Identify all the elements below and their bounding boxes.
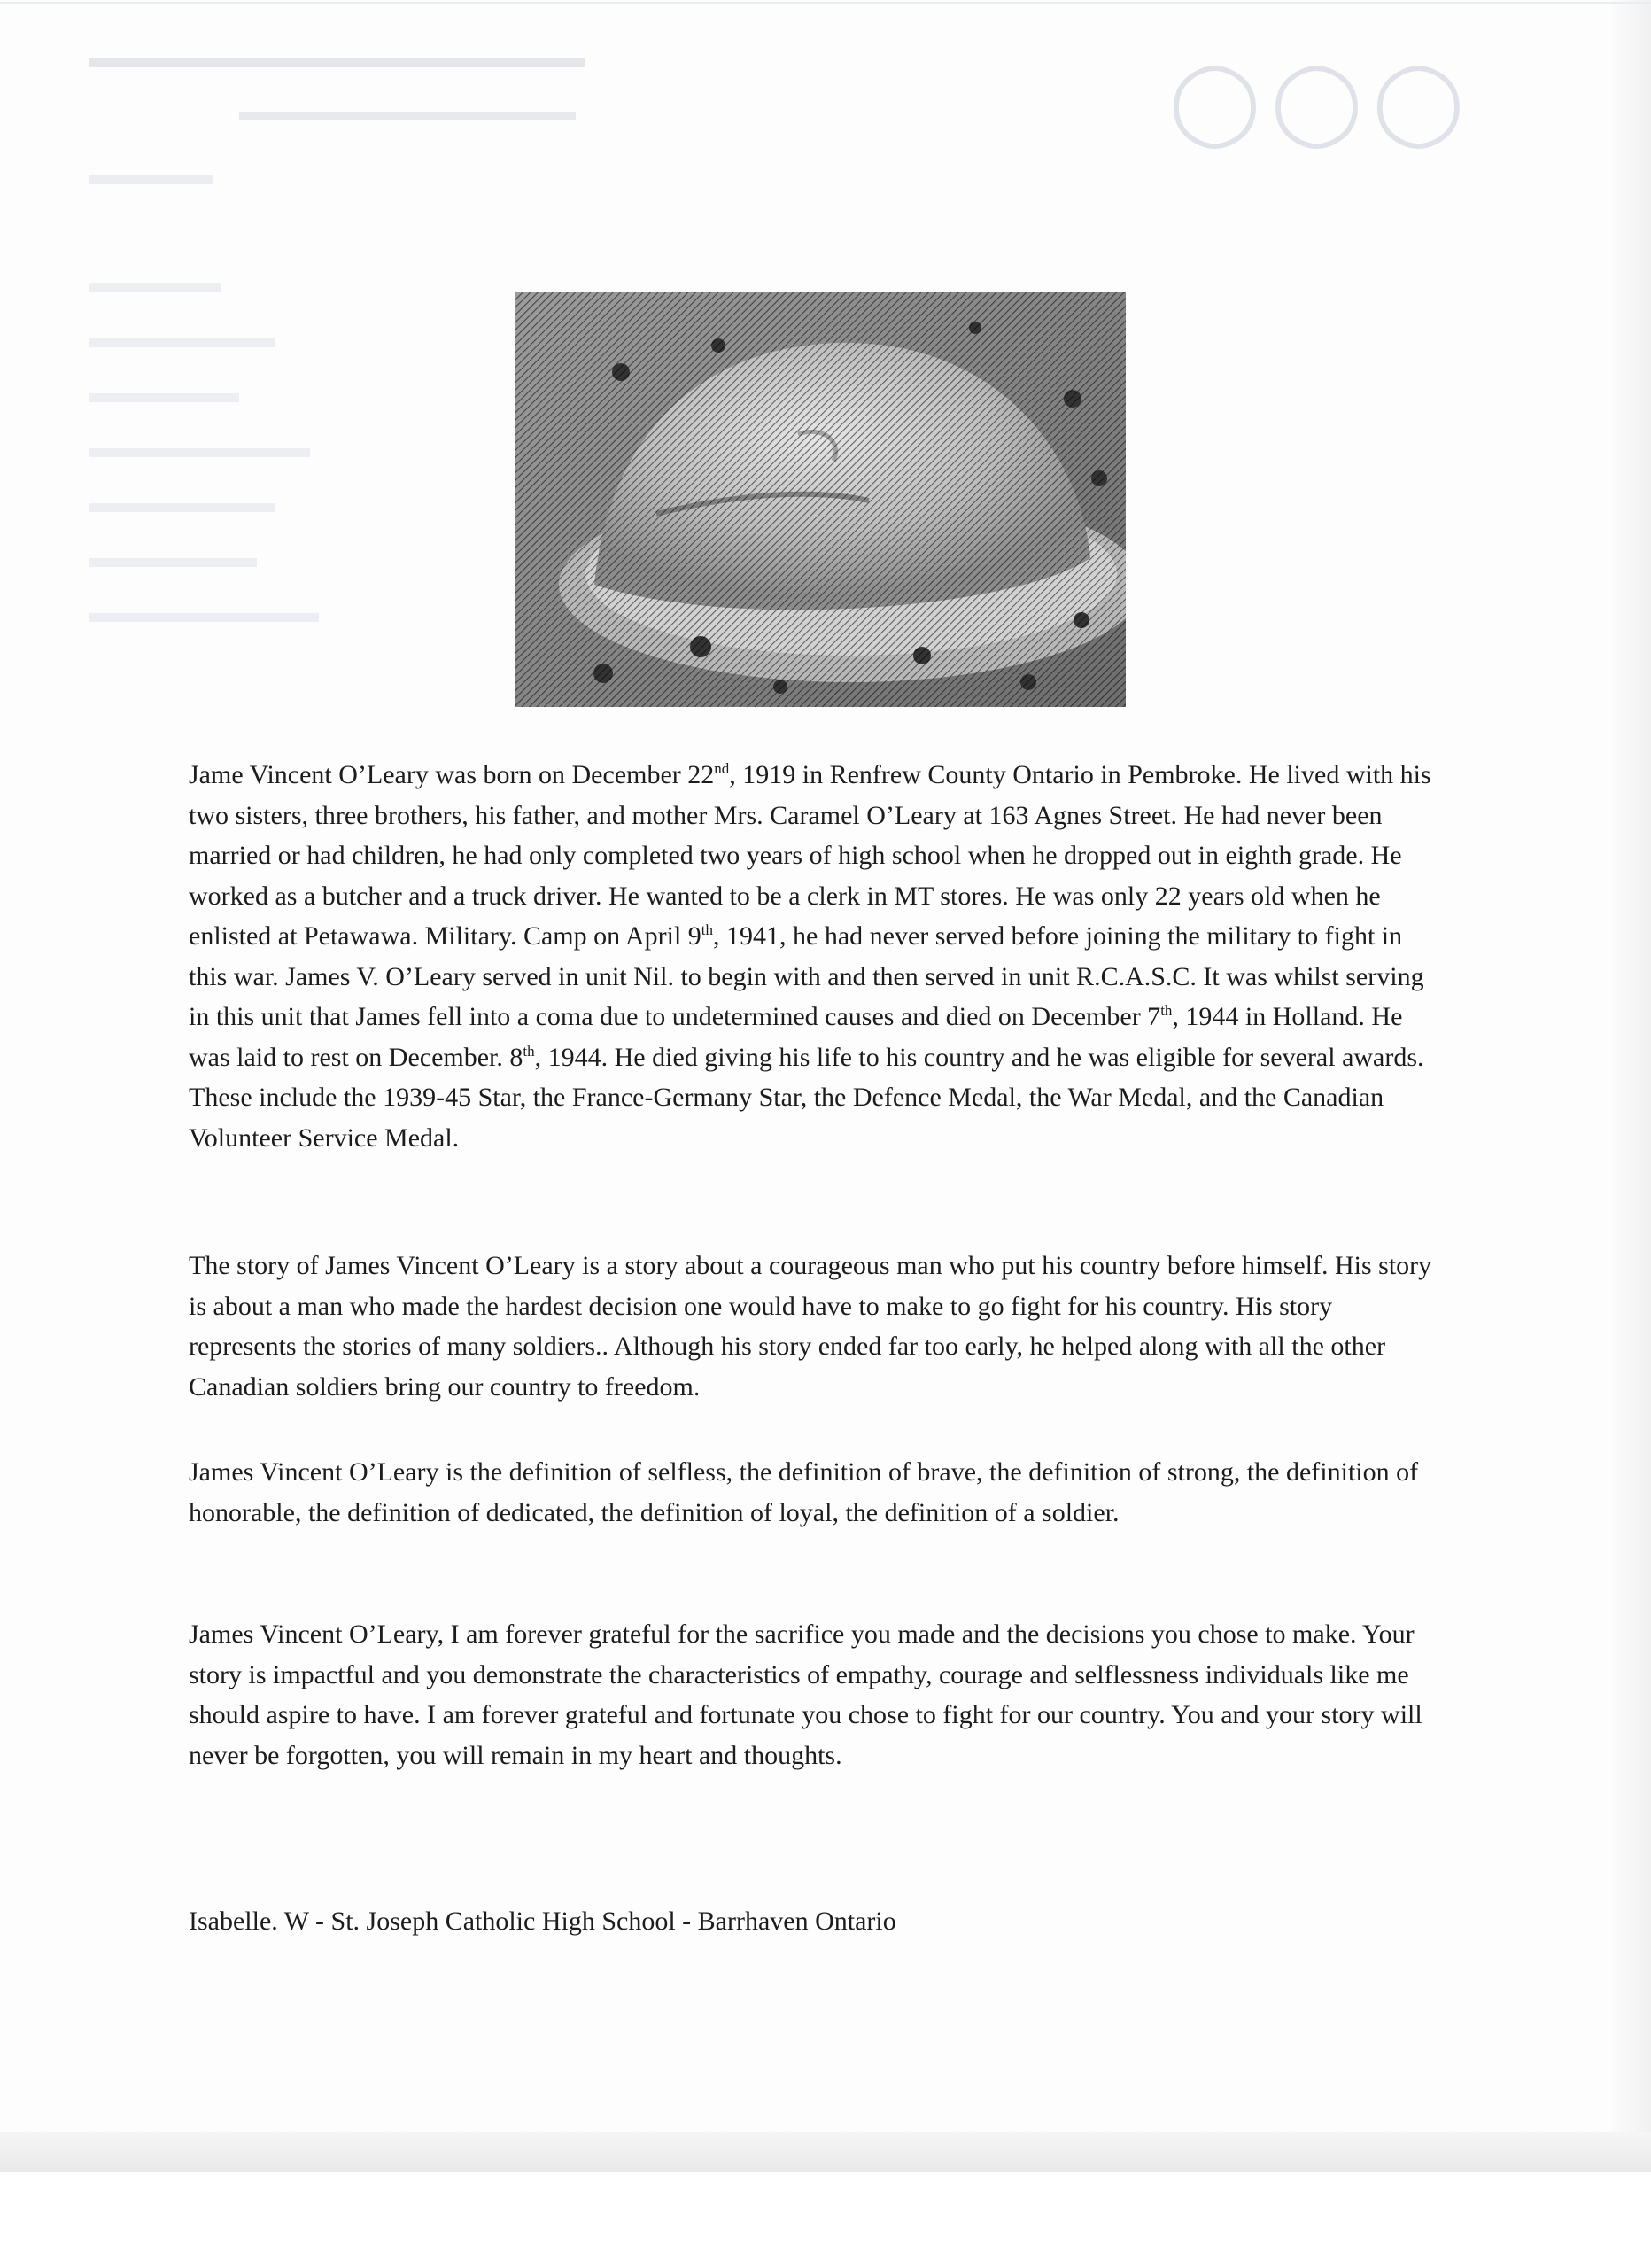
bio-text-2: , 1919 in Renfrew County Ontario in Pembroke. He lived with his two sisters, three brothers, his father, and mother Mrs. Caramel O’Leary at 163 Agnes Street. He had never been married or had children, he had only completed two years of high school when he dropped out in eighth grade. He worked as a butcher and a truck driver. He wanted to be a clerk in MT stores. He was only 22 years old when he enlisted at Petawawa. Military. Camp on April 9 xyxy=(189,760,1431,951)
scan-top-edge xyxy=(0,2,1651,4)
story-text: The story of James Vincent O’Leary is a story about a courageous man who put his country before himself. His story is about a man who made the hardest decision one would have to make to go fight for his country. His story represents the stories of many soldiers.. Although his story ended far too early, he helped along with all the other Canadian soldiers bring our country to freedom. xyxy=(189,1251,1432,1402)
definition-text: James Vincent O’Leary is the definition of selfless, the definition of brave, the definition of strong, the definition of honorable, the definition of dedicated, the definition of loyal, the definition of a soldier. xyxy=(189,1457,1419,1527)
paragraph-definition xyxy=(189,1452,1446,1533)
ordinal-suffix: th xyxy=(523,1042,535,1060)
helmet-photo xyxy=(515,292,1126,707)
bio-text-1: Jame Vincent O’Leary was born on December 22 xyxy=(189,760,715,789)
scan-margin xyxy=(0,2172,1651,2268)
ordinal-suffix: th xyxy=(701,921,714,938)
show-through-list xyxy=(89,284,319,622)
bio-text-5: , 1944. He died giving his life to his country and he was eligible for several awards. These include the 1939-45 Star, the France-Germany Star, the Defence Medal, the War Medal, and the Canadian Volunteer Service Medal. xyxy=(189,1042,1424,1153)
helmet-photo-graphic xyxy=(515,292,1126,707)
signature-text: Isabelle. W - St. Joseph Catholic High School - Barrhaven Ontario xyxy=(189,1907,896,1936)
paragraph-gratitude xyxy=(189,1614,1446,1775)
page-edge-shadow xyxy=(1612,0,1651,2132)
paragraph-story xyxy=(189,1246,1446,1407)
gratitude-text: James Vincent O’Leary, I am forever grateful for the sacrifice you made and the decisions you chose to make. Your story is impactful and you demonstrate the characteristics of empathy, courage and selflessness individuals like me should aspire to have. I am forever grateful and fortunate you chose to fight for our country. You and your story will never be forgotten, you will remain in my heart and thoughts. xyxy=(189,1619,1422,1770)
scan-bottom-edge xyxy=(0,2132,1651,2172)
ordinal-suffix: th xyxy=(1160,1002,1173,1019)
paragraph-biography xyxy=(189,755,1446,1158)
show-through-lines xyxy=(89,53,638,230)
bio-text-3: , 1941, he had never served before joining the military to fight in this war. James V. O’Leary served in unit Nil. to begin with and then served in unit R.C.A.S.C. It was whilst serving in this unit that James fell into a coma due to undetermined causes and died on December 7 xyxy=(189,921,1424,1031)
show-through-mark: ◯◯◯ xyxy=(1169,56,1475,146)
bio-text-4: , 1944 in Holland. He was laid to rest on December. 8 xyxy=(189,1002,1403,1072)
ordinal-suffix: nd xyxy=(714,760,730,777)
author-signature xyxy=(189,1901,1446,1942)
